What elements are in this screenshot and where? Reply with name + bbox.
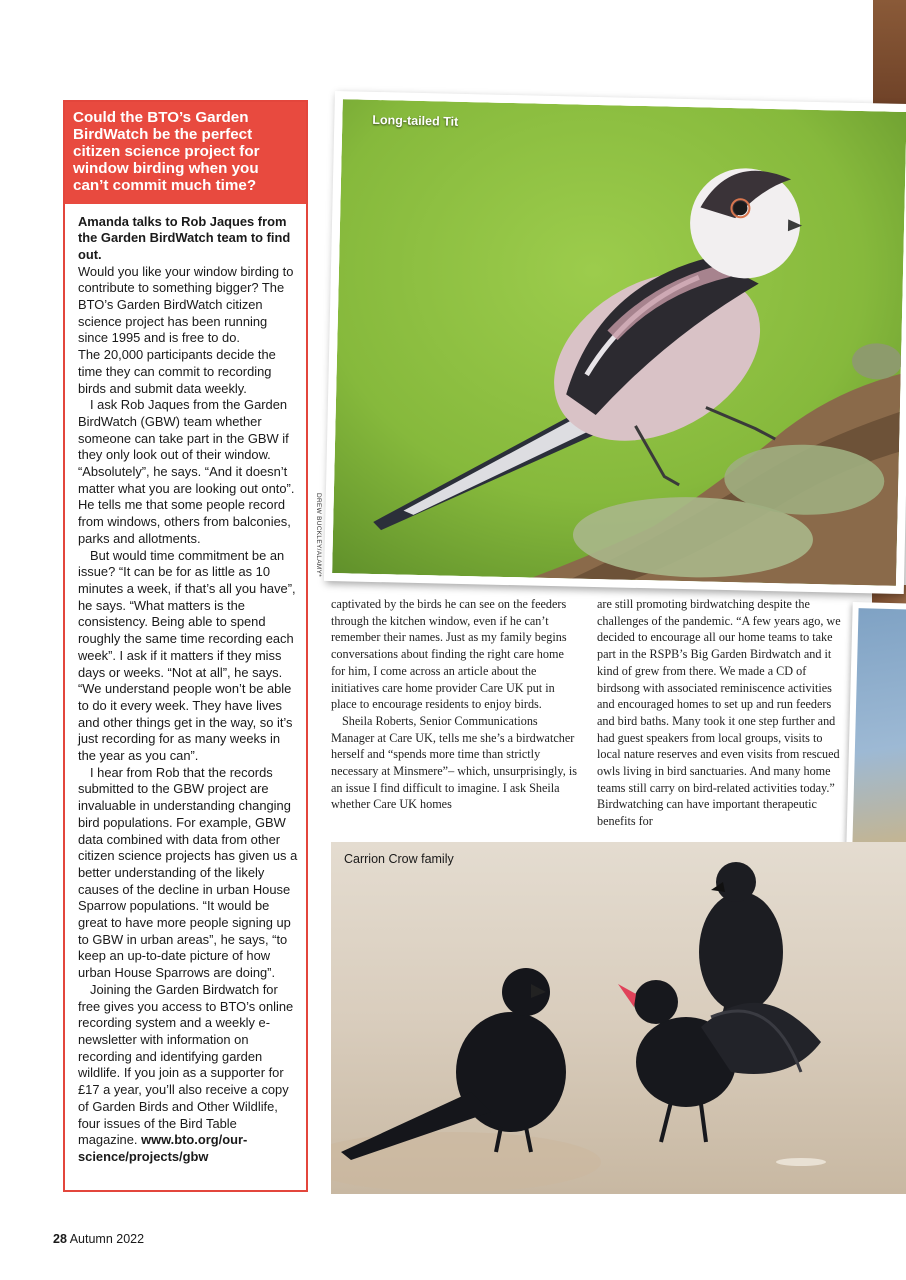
issue-label: Autumn 2022 xyxy=(69,1232,145,1246)
gbw-link[interactable]: www.bto.org/our-science/projects/gbw xyxy=(78,1132,248,1164)
adjacent-photo-edge xyxy=(873,0,906,110)
sidebar-box xyxy=(63,100,308,1192)
long-tailed-tit-photo xyxy=(324,91,906,594)
article-paragraph: Sheila Roberts, Senior Communications Manager at Care UK, tells me she’s a birdwatcher herself and “spends more time than strictly necessary at Minsmere”– which, unsurprisingly, is an issue I find difficult to imagine. I ask Sheila whether Care UK homes xyxy=(331,713,577,812)
photo-caption: Carrion Crow family xyxy=(344,852,454,866)
photo-credit: DREW BUCKLEY/ALAMY* xyxy=(315,493,322,578)
page-footer xyxy=(53,1232,144,1246)
sidebar-paragraph xyxy=(78,982,298,1166)
sidebar-paragraph: I hear from Rob that the records submitted to the GBW project are invaluable in understanding changing bird populations. For example, GBW data combined with data from other citizen science projects has given us a better understanding of the likely causes of the decline in urban House Sparrow populations. “It would be great to have more people signing up to GBW in urban areas”, he says, “to keep an up-to-date picture of how urban House Sparrows are doing”. xyxy=(78,764,298,981)
sidebar-intro: Amanda talks to Rob Jaques from the Garden BirdWatch team to find out. xyxy=(78,213,291,262)
article-column-2 xyxy=(597,596,845,830)
page-number: 28 xyxy=(53,1232,67,1246)
sidebar-paragraph: Would you like your window birding to contribute to something bigger? The BTO’s Garden BirdWatch citizen science project has been running since 1995 and is free to do. xyxy=(78,263,294,346)
sidebar-heading: Could the BTO’s Garden BirdWatch be the perfect citizen science project for window birding when you can’t commit much time? xyxy=(65,102,306,204)
carrion-crow-illustration xyxy=(331,842,906,1194)
carrion-crow-photo xyxy=(331,842,906,1194)
sidebar-paragraph: The 20,000 participants decide the time they can commit to recording birds and submit data weekly. xyxy=(78,347,276,396)
sidebar-paragraph: I ask Rob Jaques from the Garden BirdWatch (GBW) team whether someone can take part in the GBW if they only look out of their window. “Absolutely”, he says. “And it doesn’t matter what you are looking out onto”. He tells me that some people record from windows, others from balconies, parks and allotments. xyxy=(78,397,295,546)
sidebar-paragraph: But would time commitment be an issue? “It can be for as little as 10 minutes a week, if that’s all you have”, he says. “What matters is the consistency. Being able to spend roughly the same time recording each week”. I ask if it matters if they miss days or weeks. “Not at all”, he says. “We understand people won’t be able to do it every week. They have lives and other things get in the way, so it’s just recording for as many weeks in the year as you can”. xyxy=(78,547,296,764)
photo-caption: Long-tailed Tit xyxy=(372,112,459,129)
long-tailed-tit-illustration xyxy=(332,99,906,586)
sidebar-last-paragraph: Joining the Garden Birdwatch for free gives you access to BTO’s online recording system and a weekly e-newsletter with information on recording and identifying garden wildlife. If you join as a supporter for £17 a year, you’ll also receive a copy of Garden Birds and Other Wildlife, four issues of the Bird Table magazine. xyxy=(78,981,294,1148)
article-paragraph: captivated by the birds he can see on the feeders through the kitchen window, even if he can’t remember their names. Just as my family begins conversations about finding the right care home for him, I come across an article about the initiatives care home provider Care UK put in place to encourage residents to enjoy birds. xyxy=(331,597,567,712)
sidebar-body xyxy=(65,204,306,1166)
article-column-1 xyxy=(331,596,579,813)
article-paragraph: are still promoting birdwatching despite the challenges of the pandemic. “A few years ago, we decided to encourage all our home teams to take part in the RSPB’s Big Garden Birdwatch and it kind of grew from there. We made a CD of birdsong with associated reminiscence activities and encouraged homes to set up and run feeders and bird baths. Many took it one step further and had guest speakers from local groups, visits to local nature reserves and even visits from rescued owls living in bird sanctuaries. And many home teams still carry on bird-related activities today.” Birdwatching can have important therapeutic benefits for xyxy=(597,597,841,829)
